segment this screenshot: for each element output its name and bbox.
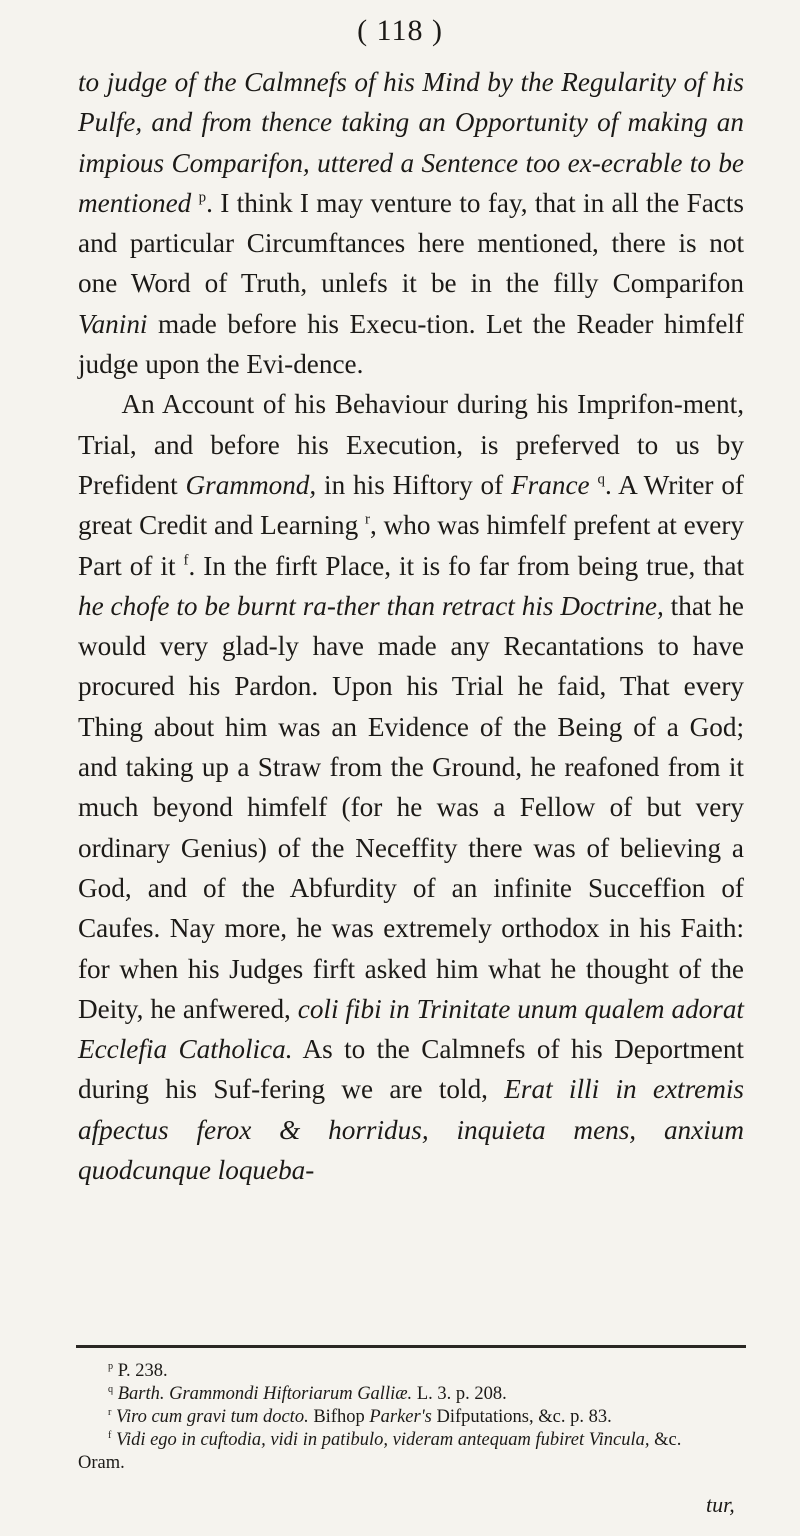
italic-text: Erat illi in extremis afpectus ferox & horridus, inquieta mens, anxium quodcunque loqueba-	[78, 1074, 744, 1186]
footnote-ref-q: q	[597, 471, 605, 488]
italic-text: to judge of the Calmnefs of his Mind by the Regularity of his Pulfe, and from thence taking an Opportunity of making an impious Comparifon, uttered a Sentence too ex-ecrable to be mentioned	[78, 67, 744, 218]
text-run: that he would very glad-ly have made any Recantations to have procured his Pardon. Upon his Trial he faid, That every Thing about him was an Evidence of the Being of a God; and taking up a Straw from the Ground, he reafoned from it much beyond himfelf (for he was a Fellow of but very ordinary Genius) of the Neceffity there was of believing a God, and of the Abfurdity of an infinite Succeffion of Caufes. Nay more, he was extremely orthodox in his Faith: for when his Judges firft asked him what he thought of the Deity, he anfwered,	[78, 590, 744, 1024]
footnote-mark: p	[108, 1360, 114, 1372]
footnote-text: L. 3. p. 208.	[412, 1384, 507, 1404]
italic-text: he chofe to be burnt ra-ther than retract his Doctrine,	[78, 590, 664, 621]
footnote-f-continuation: Oram.	[78, 1453, 125, 1473]
footnote-r	[108, 1406, 748, 1429]
text-run: . A Writer of great Credit and Learning	[78, 469, 744, 541]
italic-text: France	[511, 469, 590, 500]
footnotes	[78, 1360, 748, 1475]
footnote-q	[108, 1383, 748, 1406]
footnote-mark: q	[108, 1383, 114, 1395]
paragraph-2	[78, 384, 744, 1190]
text-run: in his Hiftory of	[316, 469, 512, 500]
footnote-text: &c.	[649, 1430, 682, 1450]
footnote-italic: Vidi ego in cuftodia, vidi in patibulo, videram antequam fubiret Vincula,	[111, 1430, 650, 1450]
page-number: ( 118 )	[357, 14, 443, 47]
footnote-text: Bifhop	[308, 1407, 370, 1427]
footnote-ref-r: r	[365, 511, 371, 528]
italic-text: coli fibi in Trinitate unum qualem adorat Ecclefia Catholica.	[78, 993, 744, 1065]
footnote-italic: Barth. Grammondi Hiftoriarum Galliæ.	[113, 1384, 413, 1404]
italic-text: Vanini	[78, 308, 148, 339]
footnote-ref-p: p	[198, 189, 207, 206]
text-run: , who was himfelf prefent at every Part of it	[78, 510, 744, 581]
text-run: . In the firft Place, it is fo far from being true, that	[188, 550, 744, 581]
catchword: tur,	[706, 1492, 735, 1517]
body-text	[78, 62, 744, 1190]
footnote-p	[108, 1360, 748, 1383]
footnote-text: P. 238.	[113, 1361, 168, 1381]
italic-text: Grammond,	[185, 469, 317, 500]
text-run: An Account of his Behaviour during his Imprifon-ment, Trial, and before his Execution, is preferved to us by Prefident	[78, 389, 744, 500]
footnote-mark: f	[108, 1429, 112, 1441]
footnote-italic: Parker's	[369, 1407, 432, 1427]
footnote-divider	[76, 1345, 746, 1348]
footnote-italic: Viro cum gravi tum docto.	[111, 1407, 309, 1427]
paragraph-1	[78, 62, 744, 384]
footnote-ref-f: f	[183, 552, 189, 569]
text-run: As to the Calmnefs of his Deportment during his Suf-fering we are told,	[78, 1034, 744, 1105]
text-run: . I think I may venture to fay, that in all the Facts and particular Circumftances here mentioned, there is not one Word of Truth, unlefs it be in the filly Comparifon	[78, 187, 745, 299]
footnote-text: Difputations, &c. p. 83.	[431, 1407, 612, 1427]
footnote-f	[108, 1429, 748, 1452]
text-run: made before his Execu-tion. Let the Reader himfelf judge upon the Evi-dence.	[78, 308, 744, 380]
footnote-mark: r	[108, 1406, 112, 1418]
